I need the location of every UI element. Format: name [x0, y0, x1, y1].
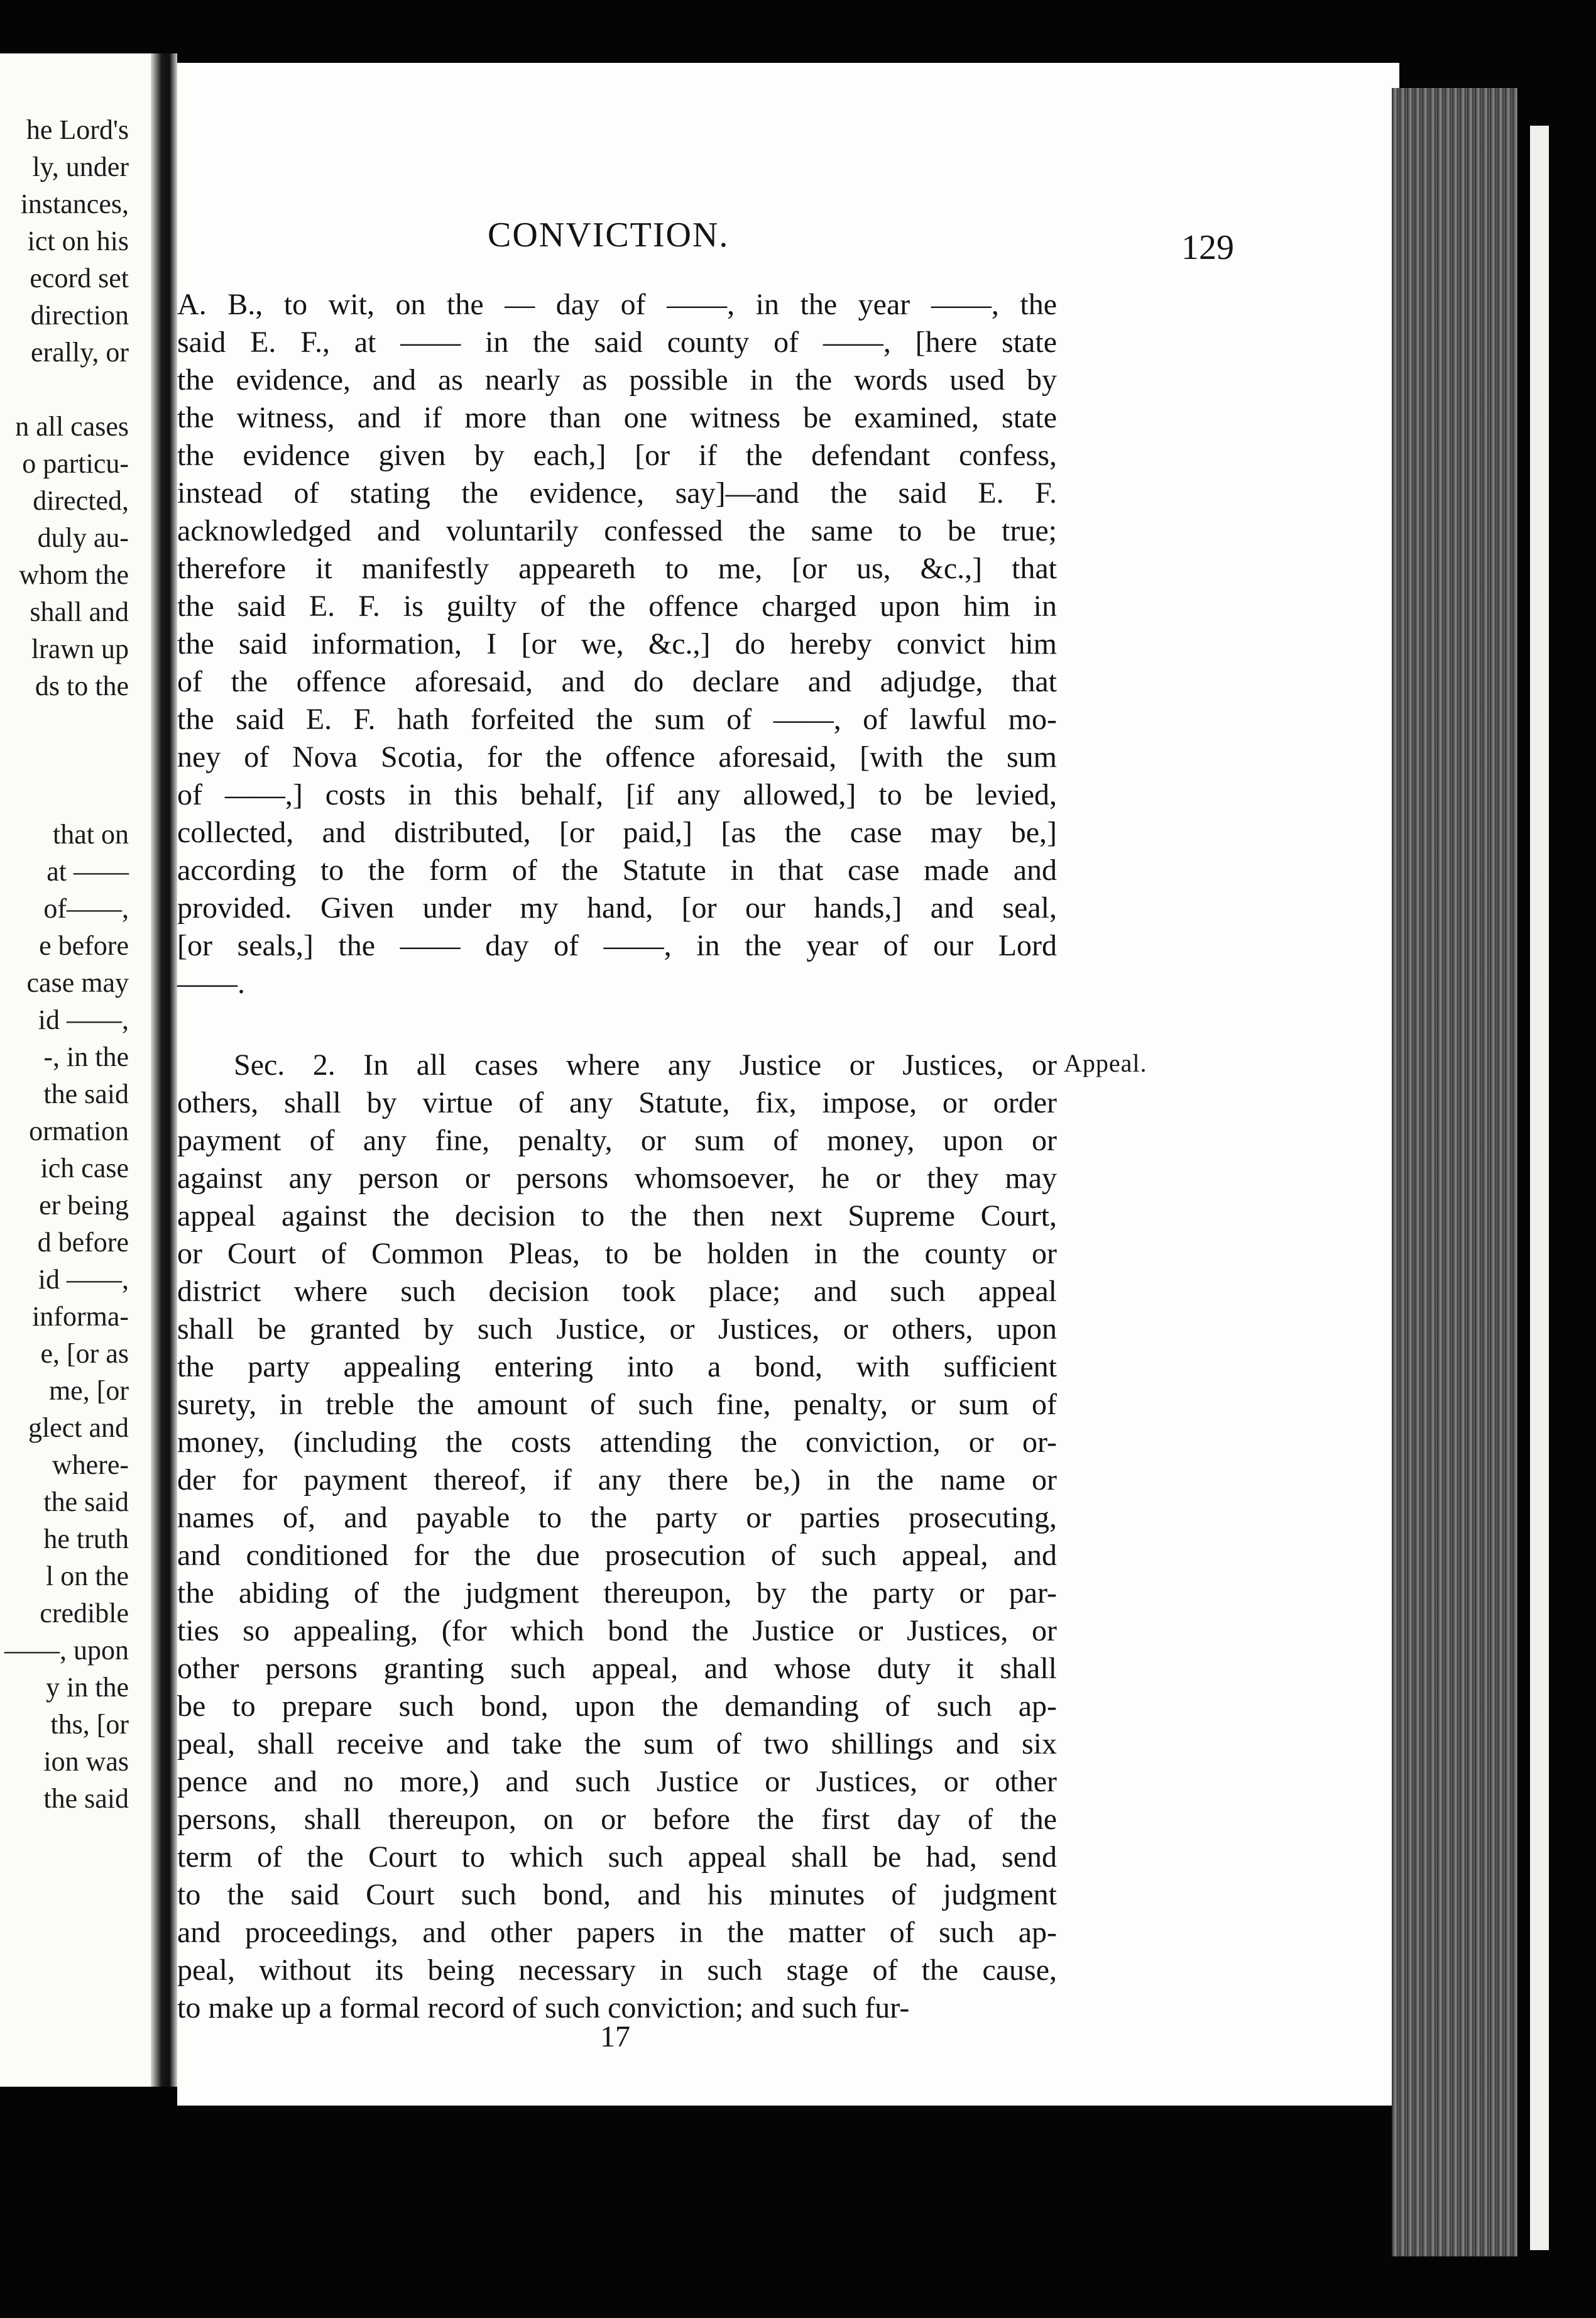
left-page-line: o particu-: [22, 448, 129, 479]
text-line: the said E. F. is guilty of the offence charged upon him in: [177, 590, 1057, 623]
left-page-line: ths, [or: [50, 1709, 129, 1740]
left-page-line: glect and: [28, 1412, 129, 1443]
left-page-line: where-: [52, 1449, 129, 1480]
left-page-line: duly au-: [37, 522, 129, 553]
text-line: instead of stating the evidence, say]—and the said E. F.: [177, 476, 1057, 510]
text-line: the witness, and if more than one witness be examined, state: [177, 401, 1057, 434]
paragraph-form-of-conviction: [177, 286, 1057, 1002]
text-line: appeal against the decision to the then next Supreme Court,: [177, 1199, 1057, 1233]
text-line: and proceedings, and other papers in the matter of such ap-: [177, 1916, 1057, 1949]
text-line: money, (including the costs attending the conviction, or or-: [177, 1425, 1057, 1459]
text-line: acknowledged and voluntarily confessed the same to be true;: [177, 514, 1057, 547]
text-line: payment of any fine, penalty, or sum of money, upon or: [177, 1124, 1057, 1157]
page-edge-strip: [1530, 126, 1549, 2250]
left-page-fragment: [0, 53, 151, 2087]
left-page-line: d before: [37, 1227, 129, 1258]
left-page-line: ion was: [43, 1746, 129, 1777]
text-line: therefore it manifestly appeareth to me, [or us, &c.,] that: [177, 552, 1057, 585]
book-gutter: [151, 53, 177, 2087]
left-page-line: ich case: [40, 1153, 129, 1184]
left-page-line: id ——,: [38, 1264, 129, 1295]
left-page-line: ecord set: [30, 263, 129, 294]
left-page-line: he Lord's: [26, 114, 129, 145]
left-page-line: the said: [43, 1486, 129, 1517]
left-page-line: ly, under: [32, 151, 129, 182]
left-page-line: he truth: [43, 1524, 129, 1554]
text-line: A. B., to wit, on the — day of ——, in the year ——, the: [177, 288, 1057, 321]
text-line: provided. Given under my hand, [or our hands,] and seal,: [177, 891, 1057, 925]
text-line: der for payment thereof, if any there be,) in the name or: [177, 1463, 1057, 1497]
text-line: and conditioned for the due prosecution of such appeal, and: [177, 1539, 1057, 1572]
text-line: ——.: [177, 967, 245, 1000]
text-line: the said information, I [or we, &c.,] do hereby convict him: [177, 627, 1057, 661]
left-page-line: erally, or: [31, 337, 129, 368]
text-line: term of the Court to which such appeal shall be had, send: [177, 1840, 1057, 1874]
text-line: collected, and distributed, [or paid,] [as the case may be,]: [177, 816, 1057, 849]
left-page-line: the said: [43, 1783, 129, 1814]
left-page-line: n all cases: [15, 411, 129, 442]
text-line: be to prepare such bond, upon the demanding of such ap-: [177, 1689, 1057, 1723]
text-line: [or seals,] the —— day of ——, in the year of our Lord: [177, 929, 1057, 962]
text-line: peal, without its being necessary in such stage of the cause,: [177, 1953, 1057, 1987]
book-fore-edge: [1392, 88, 1517, 2256]
text-line: Sec. 2. In all cases where any Justice or Justices, or: [234, 1048, 1057, 1082]
text-line: ties so appealing, (for which bond the Justice or Justices, or: [177, 1614, 1057, 1647]
text-line: of ——,] costs in this behalf, [if any allowed,] to be levied,: [177, 778, 1057, 811]
text-line: pence and no more,) and such Justice or Justices, or other: [177, 1765, 1057, 1798]
left-page-line: ds to the: [35, 671, 129, 701]
text-line: the evidence given by each,] [or if the defendant confess,: [177, 439, 1057, 472]
paragraph-section-2: [177, 1046, 1057, 2027]
left-page-line: id ——,: [38, 1004, 129, 1035]
text-line: against any person or persons whomsoever, he or they may: [177, 1162, 1057, 1195]
left-page-line: shall and: [30, 596, 129, 627]
text-line: of the offence aforesaid, and do declare and adjudge, that: [177, 665, 1057, 698]
text-line: shall be granted by such Justice, or Justices, or others, upon: [177, 1312, 1057, 1346]
text-line: peal, shall receive and take the sum of two shillings and six: [177, 1727, 1057, 1760]
text-line: the abiding of the judgment thereupon, by the party or par-: [177, 1576, 1057, 1610]
text-line: according to the form of the Statute in that case made and: [177, 854, 1057, 887]
left-page-line: informa-: [32, 1301, 129, 1332]
left-page-line: l on the: [46, 1561, 129, 1591]
text-line: district where such decision took place; and such appeal: [177, 1275, 1057, 1308]
text-line: ney of Nova Scotia, for the offence aforesaid, [with the sum: [177, 740, 1057, 774]
left-page-line: ict on his: [27, 226, 129, 256]
left-page-line: -, in the: [43, 1041, 129, 1072]
text-line: to make up a formal record of such conviction; and such fur-: [177, 1991, 910, 2024]
left-page-line: ormation: [29, 1116, 129, 1146]
signature-mark: 17: [600, 2020, 630, 2053]
text-line: to the said Court such bond, and his minutes of judgment: [177, 1878, 1057, 1911]
left-page-line: the said: [43, 1079, 129, 1109]
left-page-line: lrawn up: [31, 634, 129, 664]
text-line: others, shall by virtue of any Statute, fix, impose, or order: [177, 1086, 1057, 1119]
left-page-line: whom the: [19, 559, 129, 590]
text-line: other persons granting such appeal, and whose duty it shall: [177, 1652, 1057, 1685]
text-line: persons, shall thereupon, on or before the first day of the: [177, 1803, 1057, 1836]
left-page-line: e, [or as: [40, 1338, 129, 1369]
left-page-line: of——,: [43, 893, 129, 924]
left-page-line: at ——: [46, 856, 129, 887]
text-line: the evidence, and as nearly as possible in the words used by: [177, 363, 1057, 397]
left-page-line: case may: [26, 967, 129, 998]
text-line: said E. F., at —— in the said county of ——, [here state: [177, 326, 1057, 359]
running-head-title: CONVICTION.: [488, 216, 730, 255]
left-page-line: that on: [53, 819, 129, 850]
text-line: the said E. F. hath forfeited the sum of ——, of lawful mo-: [177, 703, 1057, 736]
text-line: surety, in treble the amount of such fine, penalty, or sum of: [177, 1388, 1057, 1421]
page-number: 129: [1181, 228, 1234, 267]
left-page-line: e before: [39, 930, 129, 961]
text-line: the party appealing entering into a bond, with sufficient: [177, 1350, 1057, 1383]
left-page-line: me, [or: [48, 1375, 129, 1406]
left-page-line: ——, upon: [4, 1635, 129, 1666]
text-line: names of, and payable to the party or parties prosecuting,: [177, 1501, 1057, 1534]
text-line: or Court of Common Pleas, to be holden in the county or: [177, 1237, 1057, 1270]
page-body: [177, 286, 1057, 2027]
left-page-line: er being: [39, 1190, 129, 1221]
left-page-line: direction: [30, 300, 129, 331]
left-page-line: y in the: [46, 1672, 129, 1703]
left-page-line: instances,: [20, 189, 129, 219]
left-page-line: credible: [40, 1598, 129, 1629]
left-page-line: directed,: [33, 485, 129, 516]
marginal-note-appeal: Appeal.: [1064, 1049, 1147, 1077]
